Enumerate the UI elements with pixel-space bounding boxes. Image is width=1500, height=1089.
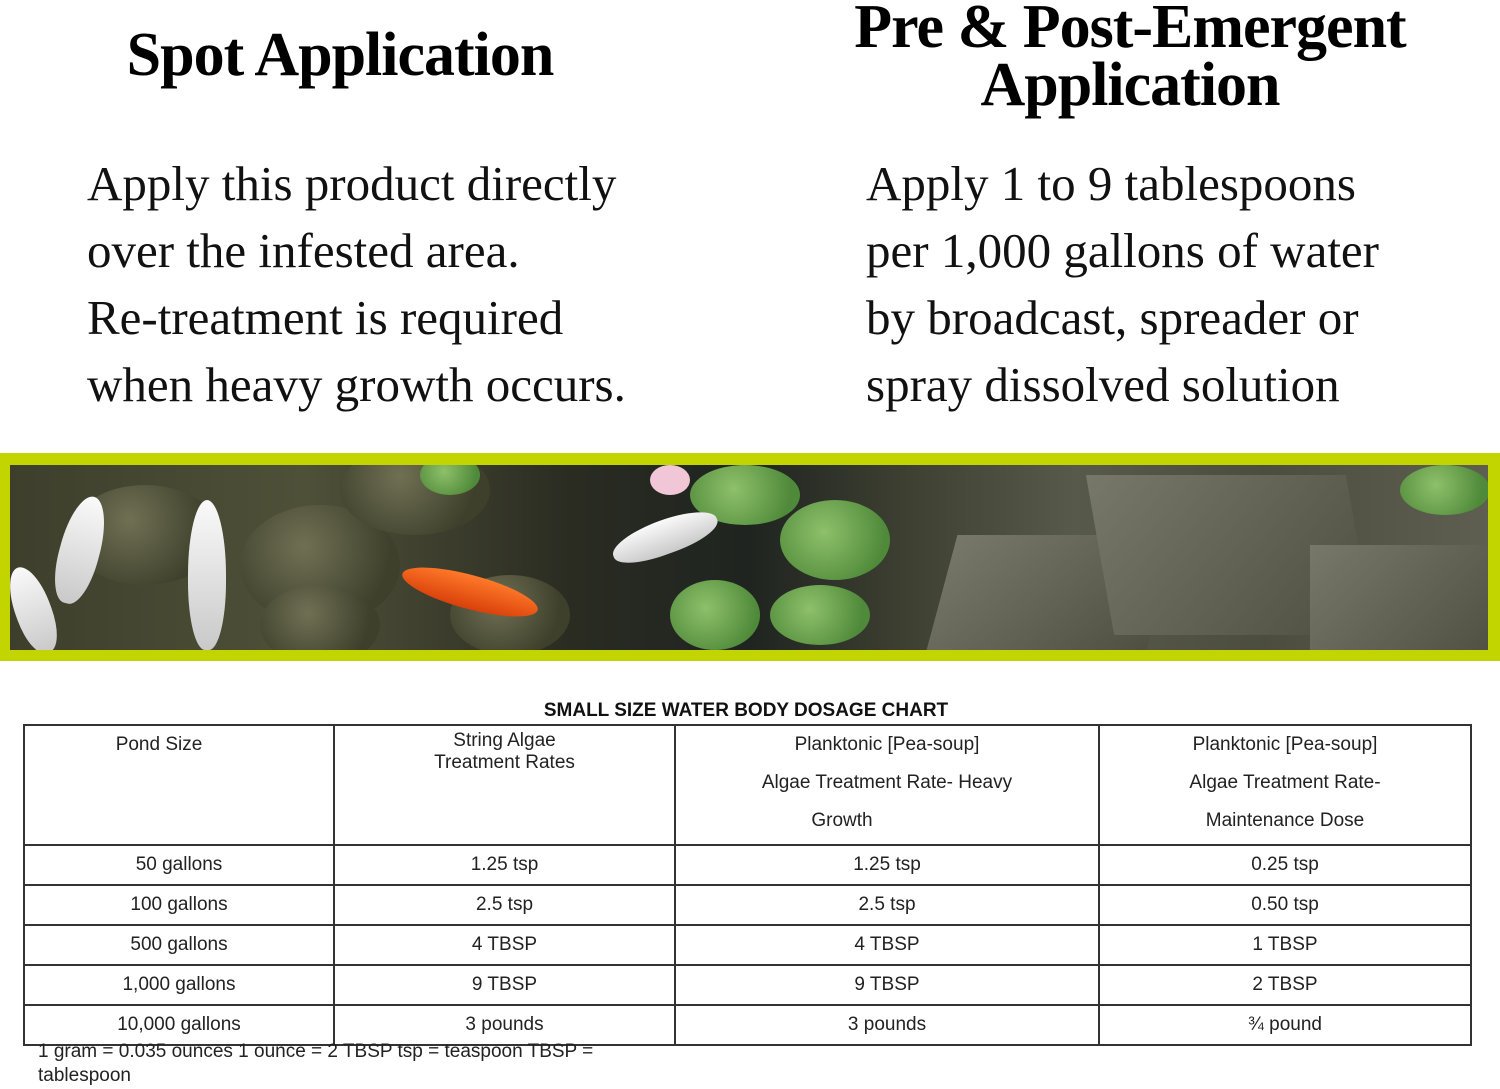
header-text: Maintenance Dose <box>1205 810 1365 831</box>
table-cell: 2.5 tsp <box>675 885 1099 925</box>
lily-pad <box>1400 465 1488 515</box>
header-text: String Algae <box>453 730 556 751</box>
table-header-row <box>24 725 1471 845</box>
lily-pad <box>770 585 870 645</box>
header-planktonic-maintenance <box>1099 725 1471 845</box>
text-line: Re-treatment is required <box>87 290 564 345</box>
header-string-algae <box>334 725 675 845</box>
white-koi <box>608 502 723 572</box>
unit-footnote: 1 gram = 0.035 ounces 1 ounce = 2 TBSP tsp = teaspoon TBSP = tablespoon <box>38 1041 594 1086</box>
pre-post-emergent-heading <box>820 0 1440 119</box>
white-koi <box>188 500 226 650</box>
header-planktonic-heavy <box>675 725 1099 845</box>
header-text: Treatment Rates <box>434 752 575 773</box>
table-cell: 1.25 tsp <box>334 845 675 885</box>
table-cell: ¾ pound <box>1099 1005 1471 1045</box>
table-cell: 1,000 gallons <box>24 965 334 1005</box>
table-cell: 50 gallons <box>24 845 334 885</box>
lily-pad <box>780 500 890 580</box>
table-cell: 9 TBSP <box>334 965 675 1005</box>
text-line: when heavy growth occurs. <box>87 357 626 412</box>
table-cell: 1 TBSP <box>1099 925 1471 965</box>
pre-post-emergent-text <box>866 150 1379 418</box>
table-cell: 0.25 tsp <box>1099 845 1471 885</box>
heading-line: Application <box>980 51 1280 119</box>
header-text: Growth <box>811 810 873 831</box>
table-cell: 0.50 tsp <box>1099 885 1471 925</box>
table-cell: 1.25 tsp <box>675 845 1099 885</box>
table-row <box>24 885 1471 925</box>
table-cell: 4 TBSP <box>675 925 1099 965</box>
header-pond-size <box>24 725 334 845</box>
table-cell: 4 TBSP <box>334 925 675 965</box>
header-text: Planktonic [Pea-soup] <box>1192 734 1378 755</box>
table-row <box>24 925 1471 965</box>
text-line: Apply 1 to 9 tablespoons <box>866 156 1356 211</box>
header-text: Pond Size <box>115 734 203 755</box>
text-line: over the infested area. <box>87 223 520 278</box>
dosage-chart-table <box>23 724 1472 1046</box>
header-text: Planktonic [Pea-soup] <box>794 734 980 755</box>
table-cell: 2.5 tsp <box>334 885 675 925</box>
spot-application-text <box>87 150 626 418</box>
header-text: Algae Treatment Rate- Heavy <box>761 772 1013 793</box>
table-cell: 500 gallons <box>24 925 334 965</box>
lotus-flower <box>650 465 690 495</box>
lily-pad <box>670 580 760 650</box>
pond-photo <box>10 465 1488 650</box>
table-cell: 100 gallons <box>24 885 334 925</box>
heading-line: Pre & Post-Emergent <box>854 0 1406 61</box>
table-cell: 10,000 gallons <box>24 1005 334 1045</box>
text-line: Apply this product directly <box>87 156 617 211</box>
text-line: per 1,000 gallons of water <box>866 223 1379 278</box>
table-cell: 3 pounds <box>334 1005 675 1045</box>
rock-slab <box>1310 545 1488 650</box>
spot-application-heading: Spot Application <box>126 21 554 89</box>
table-cell: 3 pounds <box>675 1005 1099 1045</box>
table-row <box>24 845 1471 885</box>
table-cell: 2 TBSP <box>1099 965 1471 1005</box>
text-line: by broadcast, spreader or <box>866 290 1359 345</box>
dosage-chart-title: SMALL SIZE WATER BODY DOSAGE CHART <box>543 700 949 721</box>
pond-photo-banner <box>0 453 1500 661</box>
table-row <box>24 1005 1471 1045</box>
table-cell: 9 TBSP <box>675 965 1099 1005</box>
header-text: Algae Treatment Rate- <box>1189 772 1381 793</box>
table-row <box>24 965 1471 1005</box>
text-line: spray dissolved solution <box>866 357 1340 412</box>
